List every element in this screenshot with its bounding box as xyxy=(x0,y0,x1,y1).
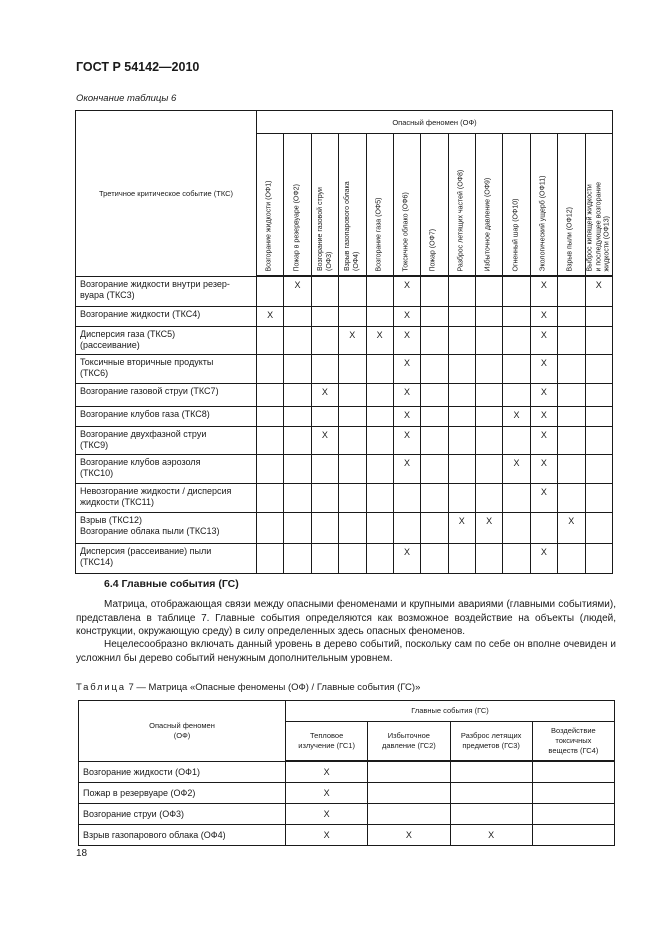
matrix-cell: X xyxy=(503,406,530,426)
matrix-cell xyxy=(448,426,475,454)
matrix-cell xyxy=(476,426,503,454)
matrix-cell xyxy=(476,454,503,483)
matrix-cell xyxy=(585,512,613,543)
table-row xyxy=(76,306,613,326)
gs-column-header-3: Разброс летящих предметов (ГС3) xyxy=(450,722,532,762)
tks-label: Возгорание клубов аэрозоля (ТКС10) xyxy=(76,454,257,483)
matrix-cell xyxy=(421,383,448,406)
matrix-cell: X xyxy=(393,543,420,573)
of-column-header-4 xyxy=(339,134,366,277)
of-column-label: Взрыв газопарового облака (ОФ4) xyxy=(344,181,360,271)
matrix-cell xyxy=(284,326,311,354)
matrix-cell xyxy=(476,306,503,326)
of-label: Пожар в резервуаре (ОФ2) xyxy=(79,782,286,803)
matrix-cell xyxy=(257,543,284,573)
table-row xyxy=(76,454,613,483)
matrix-cell xyxy=(448,306,475,326)
matrix-cell xyxy=(393,483,420,512)
tks-label: Возгорание двухфазной струи (ТКС9) xyxy=(76,426,257,454)
tks-label: Взрыв (ТКС12) Возгорание облака пыли (ТКС13) xyxy=(76,512,257,543)
matrix-cell xyxy=(311,406,338,426)
document-title: ГОСТ Р 54142—2010 xyxy=(76,60,200,74)
matrix-cell xyxy=(421,483,448,512)
paragraph-2 xyxy=(76,638,616,665)
matrix-cell xyxy=(366,512,393,543)
matrix-cell xyxy=(448,406,475,426)
matrix-cell xyxy=(339,512,366,543)
matrix-cell xyxy=(450,761,532,782)
matrix-cell xyxy=(421,354,448,383)
of-column-label: Выброс кипящей жидкости и последующее возгорание жидкости (ОФ13) xyxy=(586,181,611,271)
matrix-cell: X xyxy=(393,276,420,306)
of-column-label: Пожар (ОФ7) xyxy=(429,228,437,271)
paragraph-1 xyxy=(76,598,616,639)
matrix-cell xyxy=(503,306,530,326)
matrix-cell xyxy=(339,454,366,483)
tks-label: Токсичные вторичные продукты (ТКС6) xyxy=(76,354,257,383)
matrix-cell xyxy=(558,383,585,406)
matrix-cell xyxy=(311,354,338,383)
gs-column-header-2: Избыточное давление (ГС2) xyxy=(368,722,450,762)
of-label: Взрыв газопарового облака (ОФ4) xyxy=(79,824,286,845)
matrix-cell: X xyxy=(530,454,557,483)
matrix-cell xyxy=(257,383,284,406)
matrix-cell xyxy=(339,383,366,406)
gs-group-header: Главные события (ГС) xyxy=(286,701,615,722)
matrix-cell xyxy=(339,306,366,326)
matrix-cell xyxy=(503,383,530,406)
matrix-cell xyxy=(421,406,448,426)
matrix-cell xyxy=(257,512,284,543)
matrix-cell xyxy=(585,306,613,326)
matrix-cell xyxy=(257,326,284,354)
of-column-header-10 xyxy=(503,134,530,277)
matrix-cell xyxy=(257,406,284,426)
matrix-cell xyxy=(366,354,393,383)
tks-label: Невозгорание жидкости / дисперсия жидкости (ТКС11) xyxy=(76,483,257,512)
of-label: Возгорание струи (ОФ3) xyxy=(79,803,286,824)
of-column-header-9 xyxy=(476,134,503,277)
table-7-caption-text: 7 — Матрица «Опасные феномены (ОФ) / Главные события (ГС)» xyxy=(128,682,421,693)
matrix-cell xyxy=(421,426,448,454)
matrix-cell xyxy=(339,406,366,426)
matrix-cell xyxy=(585,354,613,383)
matrix-cell: X xyxy=(286,761,368,782)
matrix-cell xyxy=(366,454,393,483)
matrix-cell xyxy=(532,803,614,824)
matrix-cell xyxy=(366,406,393,426)
matrix-cell xyxy=(503,276,530,306)
matrix-cell: X xyxy=(284,276,311,306)
matrix-cell xyxy=(368,761,450,782)
of-column-label: Возгорание газовой струи (ОФ3) xyxy=(316,187,333,271)
matrix-cell xyxy=(558,306,585,326)
matrix-cell xyxy=(284,406,311,426)
matrix-cell: X xyxy=(393,326,420,354)
table-row xyxy=(76,406,613,426)
matrix-cell xyxy=(311,543,338,573)
table-row xyxy=(76,543,613,573)
matrix-cell: X xyxy=(393,406,420,426)
matrix-cell xyxy=(284,454,311,483)
matrix-cell xyxy=(558,276,585,306)
table-row xyxy=(76,426,613,454)
matrix-cell: X xyxy=(530,383,557,406)
matrix-cell xyxy=(257,454,284,483)
paragraph-2-text: Нецелесообразно включать данный уровень в дерево событий, поскольку сам по себе он вполне очевиден и усложнил бы дерево событий ненужным дополнительным уровнем. xyxy=(76,639,616,664)
matrix-cell xyxy=(284,543,311,573)
tks-label: Дисперсия газа (ТКС5) (рассеивание) xyxy=(76,326,257,354)
of-column-header xyxy=(79,701,286,762)
matrix-cell xyxy=(257,426,284,454)
matrix-cell xyxy=(558,406,585,426)
of-column-header-6 xyxy=(393,134,420,277)
matrix-cell xyxy=(311,276,338,306)
matrix-cell xyxy=(558,354,585,383)
matrix-cell xyxy=(558,426,585,454)
matrix-cell xyxy=(366,426,393,454)
gs-column-header-4: Воздействие токсичных веществ (ГС4) xyxy=(532,722,614,762)
matrix-cell: X xyxy=(450,824,532,845)
matrix-cell xyxy=(530,512,557,543)
matrix-cell xyxy=(366,306,393,326)
matrix-cell xyxy=(448,276,475,306)
matrix-cell: X xyxy=(311,426,338,454)
matrix-cell xyxy=(503,426,530,454)
of-column-label: Токсичное облако (ОФ6) xyxy=(402,191,410,271)
matrix-cell xyxy=(448,483,475,512)
of-column-header-11 xyxy=(530,134,557,277)
matrix-cell xyxy=(585,326,613,354)
matrix-cell xyxy=(368,782,450,803)
matrix-cell xyxy=(421,306,448,326)
matrix-cell: X xyxy=(286,782,368,803)
matrix-cell xyxy=(585,383,613,406)
matrix-cell xyxy=(558,483,585,512)
matrix-cell xyxy=(448,354,475,383)
of-group-header: Опасный феномен (ОФ) xyxy=(257,111,613,134)
matrix-cell xyxy=(421,326,448,354)
matrix-cell xyxy=(503,543,530,573)
matrix-cell: X xyxy=(311,383,338,406)
of-column-header-1 xyxy=(257,134,284,277)
table-row xyxy=(76,483,613,512)
matrix-cell xyxy=(450,782,532,803)
matrix-cell: X xyxy=(558,512,585,543)
matrix-cell xyxy=(476,543,503,573)
matrix-cell: X xyxy=(530,426,557,454)
matrix-cell xyxy=(503,326,530,354)
matrix-cell xyxy=(339,543,366,573)
matrix-cell xyxy=(558,543,585,573)
tks-label: Дисперсия (рассеивание) пыли (ТКС14) xyxy=(76,543,257,573)
matrix-cell xyxy=(284,426,311,454)
matrix-cell xyxy=(311,483,338,512)
matrix-cell: X xyxy=(530,306,557,326)
matrix-cell xyxy=(558,326,585,354)
matrix-cell xyxy=(585,454,613,483)
matrix-cell: X xyxy=(393,426,420,454)
tks-column-header: Третичное критическое событие (ТКС) xyxy=(76,111,257,277)
of-column-label: Огненный шар (ОФ10) xyxy=(512,198,520,271)
matrix-cell: X xyxy=(530,483,557,512)
matrix-cell xyxy=(366,383,393,406)
matrix-cell xyxy=(450,803,532,824)
matrix-cell xyxy=(532,782,614,803)
matrix-cell: X xyxy=(530,543,557,573)
table-7-caption xyxy=(76,682,420,693)
matrix-cell: X xyxy=(286,803,368,824)
tks-label: Возгорание жидкости (ТКС4) xyxy=(76,306,257,326)
table-row xyxy=(79,803,615,824)
matrix-cell xyxy=(311,454,338,483)
table-6-tks-of-matrix xyxy=(75,110,613,574)
matrix-cell xyxy=(421,512,448,543)
of-column-label: Экологический ущерб (ОФ11) xyxy=(539,175,547,271)
of-column-label: Пожар в резервуаре (ОФ2) xyxy=(293,183,301,271)
matrix-cell: X xyxy=(393,306,420,326)
matrix-cell xyxy=(311,512,338,543)
matrix-cell: X xyxy=(339,326,366,354)
table-row xyxy=(79,782,615,803)
matrix-cell xyxy=(421,543,448,573)
matrix-cell xyxy=(339,354,366,383)
of-column-header-3 xyxy=(311,134,338,277)
matrix-cell: X xyxy=(476,512,503,543)
tks-label: Возгорание жидкости внутри резер- вуара (ТКС3) xyxy=(76,276,257,306)
table-row xyxy=(79,824,615,845)
of-column-header-5 xyxy=(366,134,393,277)
matrix-cell xyxy=(503,354,530,383)
of-column-header-12 xyxy=(558,134,585,277)
matrix-cell xyxy=(284,512,311,543)
of-column-label: Разброс летящих частей (ОФ8) xyxy=(457,169,465,271)
matrix-cell xyxy=(532,761,614,782)
matrix-cell: X xyxy=(286,824,368,845)
of-column-label: Возгорание жидкости (ОФ1) xyxy=(265,180,273,271)
matrix-cell: X xyxy=(393,454,420,483)
of-column-header-2 xyxy=(284,134,311,277)
gs-column-header-1: Тепловое излучение (ГС1) xyxy=(286,722,368,762)
matrix-cell xyxy=(311,326,338,354)
table-continuation-caption: Окончание таблицы 6 xyxy=(76,93,177,104)
matrix-cell: X xyxy=(393,354,420,383)
matrix-cell xyxy=(257,354,284,383)
matrix-cell: X xyxy=(530,326,557,354)
matrix-cell xyxy=(284,306,311,326)
of-column-header-text: Опасный феномен (ОФ) xyxy=(149,720,215,740)
matrix-cell xyxy=(257,483,284,512)
matrix-cell xyxy=(503,512,530,543)
matrix-cell: X xyxy=(503,454,530,483)
page-number: 18 xyxy=(76,848,88,859)
section-heading: 6.4 Главные события (ГС) xyxy=(104,578,239,590)
paragraph-1-text: Матрица, отображающая связи между опасными феноменами и крупными авариями (главными событиями), представлена в таблице 7. Главные события определяются как возможное воздействие на объекты (людей, конструкции, окружающую среду) в силу определенных здесь опасных феноменов. xyxy=(76,599,616,637)
matrix-cell: X xyxy=(530,276,557,306)
tks-label: Возгорание клубов газа (ТКС8) xyxy=(76,406,257,426)
matrix-cell xyxy=(585,406,613,426)
matrix-cell xyxy=(257,276,284,306)
matrix-cell xyxy=(448,454,475,483)
table-row xyxy=(79,761,615,782)
matrix-cell: X xyxy=(530,354,557,383)
matrix-cell xyxy=(476,276,503,306)
of-column-header-13 xyxy=(585,134,613,277)
of-column-header-8 xyxy=(448,134,475,277)
matrix-cell xyxy=(339,426,366,454)
matrix-cell xyxy=(284,383,311,406)
matrix-cell xyxy=(476,483,503,512)
matrix-cell xyxy=(421,276,448,306)
matrix-cell xyxy=(368,803,450,824)
matrix-cell: X xyxy=(530,406,557,426)
matrix-cell xyxy=(284,354,311,383)
matrix-cell xyxy=(532,824,614,845)
matrix-cell xyxy=(476,406,503,426)
matrix-cell xyxy=(366,543,393,573)
tks-label: Возгорание газовой струи (ТКС7) xyxy=(76,383,257,406)
table-row xyxy=(76,383,613,406)
table-7-of-gs-matrix xyxy=(78,700,615,846)
matrix-cell: X xyxy=(585,276,613,306)
matrix-cell xyxy=(476,354,503,383)
table-row xyxy=(76,276,613,306)
matrix-cell: X xyxy=(368,824,450,845)
table-row xyxy=(76,512,613,543)
matrix-cell xyxy=(284,483,311,512)
matrix-cell xyxy=(585,426,613,454)
matrix-cell xyxy=(393,512,420,543)
matrix-cell: X xyxy=(448,512,475,543)
matrix-cell xyxy=(366,483,393,512)
matrix-cell: X xyxy=(257,306,284,326)
matrix-cell: X xyxy=(393,383,420,406)
matrix-cell xyxy=(366,276,393,306)
matrix-cell xyxy=(476,383,503,406)
of-column-label: Возгорание газа (ОФ5) xyxy=(375,197,383,271)
of-label: Возгорание жидкости (ОФ1) xyxy=(79,761,286,782)
of-column-header-7 xyxy=(421,134,448,277)
matrix-cell xyxy=(448,383,475,406)
table-row xyxy=(76,326,613,354)
table-row xyxy=(76,354,613,383)
matrix-cell: X xyxy=(366,326,393,354)
matrix-cell xyxy=(585,483,613,512)
matrix-cell xyxy=(503,483,530,512)
matrix-cell xyxy=(448,543,475,573)
matrix-cell xyxy=(311,306,338,326)
table-7-caption-label: Таблица xyxy=(76,682,126,693)
of-column-label: Взрыв пыли (ОФ12) xyxy=(566,206,574,271)
matrix-cell xyxy=(558,454,585,483)
of-column-label: Избыточное давление (ОФ9) xyxy=(484,177,492,271)
matrix-cell xyxy=(476,326,503,354)
matrix-cell xyxy=(421,454,448,483)
matrix-cell xyxy=(339,276,366,306)
matrix-cell xyxy=(339,483,366,512)
matrix-cell xyxy=(585,543,613,573)
matrix-cell xyxy=(448,326,475,354)
